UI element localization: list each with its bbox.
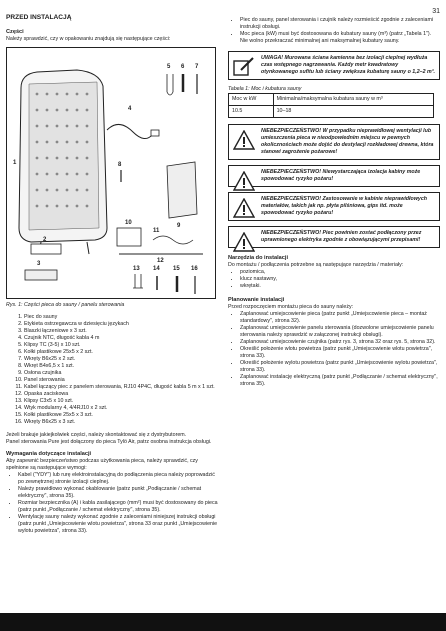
table-row — [229, 105, 434, 117]
fig-num-1: 1 — [13, 160, 17, 167]
list-item: 1. Piec do sauny — [24, 314, 218, 321]
fig-num-11: 11 — [153, 228, 160, 235]
list-item: • Należy prawidłowo wykonać okablowanie (patrz punkt „Podłączanie / schemat elektryczny", strona 35). — [18, 486, 218, 500]
c-clips-drawing — [133, 274, 143, 288]
fig-num-10: 10 — [125, 220, 132, 227]
danger-text: NIEBEZPIECZEŃSTWO! W przypadku nieprawidłowej wentylacji lub umieszczenia pieca w nieodpowiednim miejscu w pewnych okolicznościach może dojść do destylacji rozkładowej drewna, która stanowi zagrożenie pożarowe! — [261, 127, 434, 155]
parts-list — [6, 314, 218, 426]
list-item: • Moc pieca (kW) musi być dostosowana do kubatury sauny (m³) (patrz „Tabela 1"). Nie wolno przekraczać minimalnej ani maksymalnej kubatury sauny. — [240, 31, 440, 45]
list-item: • Piec do sauny, panel sterowania i czujnik należy rozmieścić zgodnie z zaleceniami instrukcji obsługi. — [240, 17, 440, 31]
list-item: 11. Kabel łączący piec z panelem sterowania, RJ10 4P4C, długość kabla 5 m x 1 szt. — [24, 384, 218, 391]
planning-heading: Planowanie instalacji — [228, 296, 285, 303]
danger-text: NIEBEZPIECZEŃSTWO! Zastosowanie w kabinie nieprawidłowych materiałów, takich jak np. płyta pilśniowa, gips itd. może spowodować ryzyko pożaru! — [261, 195, 427, 216]
table-cell: 10–18 — [273, 105, 433, 117]
fig-num-14: 14 — [153, 266, 160, 273]
list-item: 10. Panel sterowania — [24, 377, 218, 384]
note-box — [228, 51, 440, 80]
missing-parts-text: Jeżeli brakuje jakiejkolwiek części, należy skontaktować się z dystrybutorem. — [6, 431, 187, 438]
fig-num-2: 2 — [43, 237, 47, 244]
sensor-cable-drawing — [107, 125, 153, 139]
fig-num-12: 12 — [157, 258, 164, 265]
section-heading: PRZED INSTALACJĄ — [6, 14, 72, 21]
parts-figure — [6, 47, 216, 299]
tc-clips-drawing — [167, 74, 173, 95]
fig-num-9: 9 — [177, 223, 181, 230]
list-item: • Zaplanować umiejscowienie panelu sterowania (dozwolone umiejscowienie panelu sterowania należy sprawdzić w załączonej instrukcji obsługi). — [240, 325, 440, 339]
safety-heading: Wymagania dotyczące instalacji — [6, 450, 92, 457]
pure-panel-text: Panel sterowania Pure jest dołączony do pieca Tylö Air, patrz osobna instrukcja obsługi. — [6, 438, 212, 445]
list-item: 2. Etykieta ostrzegawcza w dziesięciu językach — [24, 321, 218, 328]
list-item: 8. Wkręt B4x6,5 x 1 szt. — [24, 363, 218, 370]
figure-caption: Rys. 1: Części pieca do sauny / panelu sterowania — [6, 302, 125, 309]
list-item: 4. Czujnik NTC, długość kabla 4 m — [24, 335, 218, 342]
safety-list — [6, 472, 218, 535]
heater-drawing — [19, 70, 107, 254]
table-header: Moc w kW — [229, 93, 274, 105]
planning-list — [228, 311, 440, 388]
control-panel-drawing — [117, 228, 141, 246]
fig-num-16: 16 — [191, 266, 198, 273]
parts-heading: Części — [6, 28, 24, 35]
connection-cable-drawing — [153, 236, 193, 244]
list-item: 6. Kołki plastikowe 25x5 x 2 szt. — [24, 349, 218, 356]
list-item: 16. Wkręty B6x25 x 3 szt. — [24, 419, 218, 426]
left-column — [6, 14, 218, 535]
list-item: • klucz nastawny, — [240, 276, 440, 283]
list-item: 3. Blaszki łączeniowe x 3 szt. — [24, 328, 218, 335]
pencil-note-icon — [233, 57, 255, 77]
fig-num-4: 4 — [128, 106, 132, 113]
connection-plates-drawing — [25, 270, 57, 280]
fig-num-5: 5 — [167, 64, 171, 71]
list-item: 14. Wtyk modularny 4, 4/4RJ10 x 2 szt. — [24, 405, 218, 412]
danger-text: NIEBEZPIECZEŃSTWO! Niewystarczająca izolacja kabiny może spowodować ryzyko pożaru! — [261, 168, 421, 182]
tools-heading: Narzędzia do instalacji — [228, 254, 288, 261]
note-text: UWAGA! Murowana ściana kamienna bez izolacji cieplnej wydłuża czas wstępnego nagrzewania. Każdy metr kwadratowy otynkowanego sufitu lub ściany zwiększa kubaturę sauny o 1,2–2 m³. — [261, 54, 435, 75]
page-number: 31 — [432, 8, 440, 15]
fig-num-15: 15 — [173, 266, 180, 273]
safety-intro: Aby zapewnić bezpieczeństwo podczas użytkowania pieca, należy sprawdzić, czy spełnione są następujące wymogi: — [6, 458, 198, 472]
parts-illustration — [7, 48, 215, 298]
list-item: • wkrętaki. — [240, 283, 440, 290]
list-item: • Kabel ("YDY") lub rurę elektroinstalacyjną do podłączenia pieca należy poprowadzić po zewnętrznej stronie izolacji cieplnej. — [18, 472, 218, 486]
danger-box — [228, 124, 440, 160]
list-item: 7. Wkręty B6x25 x 2 szt. — [24, 356, 218, 363]
list-item: 13. Klipsy C3x5 x 10 szt. — [24, 398, 218, 405]
table-cell: 10.5 — [229, 105, 274, 117]
list-item: • Zaplanować instalację elektryczną (patrz punkt „Podłączanie / schemat elektryczny", strona 35). — [240, 374, 440, 388]
list-item: 5. Klipsy TC (3-5) x 10 szt. — [24, 342, 218, 349]
list-item: • Rozmiar bezpiecznika (A) i kabla zasilającego (mm²) musi być dostosowany do pieca (patrz punkt „Podłączanie / schemat elektryczny", strona 35). — [18, 500, 218, 514]
tools-list — [228, 269, 440, 290]
fig-num-7: 7 — [195, 64, 199, 71]
list-item: 12. Opaska zaciskowa — [24, 391, 218, 398]
footer-bar — [0, 613, 446, 631]
table-header-row — [229, 93, 434, 105]
planning-intro: Przed rozpoczęciem montażu pieca do sauny należy: — [228, 304, 354, 311]
fig-num-6: 6 — [181, 64, 185, 71]
sensor-guard-drawing — [167, 162, 197, 218]
list-item: 15. Kołki plastikowe 25x5 x 3 szt. — [24, 412, 218, 419]
table-header: Minimalna/maksymalna kubatura sauny w m³ — [273, 93, 433, 105]
fig-num-8: 8 — [118, 162, 122, 169]
fig-num-3: 3 — [37, 261, 41, 268]
list-item: • Zaplanować umiejscowienie czujnika (patrz rys. 3, strona 32 oraz rys. 5, strona 32). — [240, 339, 440, 346]
parts-intro: Należy sprawdzić, czy w opakowaniu znajdują się następujące części: — [6, 36, 171, 43]
power-volume-table — [228, 93, 434, 118]
warning-triangle-icon — [233, 171, 255, 191]
warning-triangle-icon — [233, 198, 255, 218]
danger-box — [228, 192, 440, 221]
list-item: • Określić położenie wylotu powietrza (patrz punkt „Umiejscowienie wylotu powietrza", strona 33). — [240, 360, 440, 374]
danger-text: NIEBEZPIECZEŃSTWO! Piec powinien zostać podłączony przez uprawnionego elektryka zgodnie z obowiązującymi przepisami! — [261, 229, 422, 243]
table-caption: Tabela 1: Moc i kubatura sauny — [228, 85, 302, 92]
warning-triangle-icon — [233, 232, 255, 252]
warning-triangle-icon — [233, 130, 255, 150]
list-item: • Zaplanować umiejscowienie pieca (patrz punkt „Umiejscowienie pieca – montaż standardowy", strona 32). — [240, 311, 440, 325]
danger-box — [228, 226, 440, 248]
right-column — [228, 17, 440, 388]
warning-label-drawing — [31, 244, 61, 254]
tools-intro: Do montażu / podłączenia potrzebne są następujące narzędzia / materiały: — [228, 262, 404, 269]
fig-num-13: 13 — [133, 266, 140, 273]
list-item: • Określić położenie wlotu powietrza (patrz punkt „Umiejscowienie wlotu powietrza", strona 33). — [240, 346, 440, 360]
requirements-list-cont — [228, 17, 440, 45]
list-item: • poziomica, — [240, 269, 440, 276]
danger-box — [228, 165, 440, 187]
list-item: • Wentylację sauny należy wykonać zgodnie z zaleceniami niniejszej instrukcji obsługi (patrz punkt „Umiejscowienie wlotu powietrza", strona 33 oraz punkt „Umiejscowienie wylotu powietrza", strona 33). — [18, 514, 218, 535]
list-item: 9. Osłona czujnika — [24, 370, 218, 377]
